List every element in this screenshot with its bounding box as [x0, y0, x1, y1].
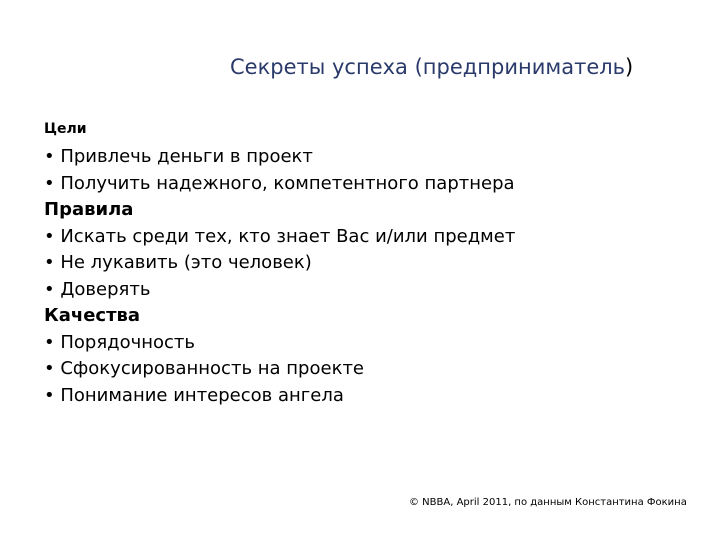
- footer-credit: © NBBA, April 2011, по данным Константина Фокина: [409, 497, 687, 508]
- rules-item: • Не лукавить (это человек): [44, 252, 312, 273]
- slide-title-text: Секреты успеха (предприниматель: [230, 55, 626, 79]
- rules-item: • Искать среди тех, кто знает Вас и/или предмет: [44, 225, 516, 247]
- slide-content: [44, 144, 515, 409]
- rules-item: • Доверять: [44, 278, 151, 300]
- qualities-item: • Сфокусированность на проекте: [44, 358, 365, 379]
- slide-title: [230, 55, 633, 79]
- qualities-item: • Порядочность: [44, 331, 196, 353]
- goals-heading: Цели: [44, 121, 87, 137]
- goals-item: • Получить надежного, компетентного партнера: [44, 172, 515, 194]
- qualities-heading: Качества: [44, 305, 141, 326]
- slide-title-closing-paren: ): [625, 55, 634, 79]
- rules-heading: Правила: [44, 199, 134, 220]
- qualities-item: • Понимание интересов ангела: [44, 384, 344, 406]
- goals-item: • Привлечь деньги в проект: [44, 146, 313, 167]
